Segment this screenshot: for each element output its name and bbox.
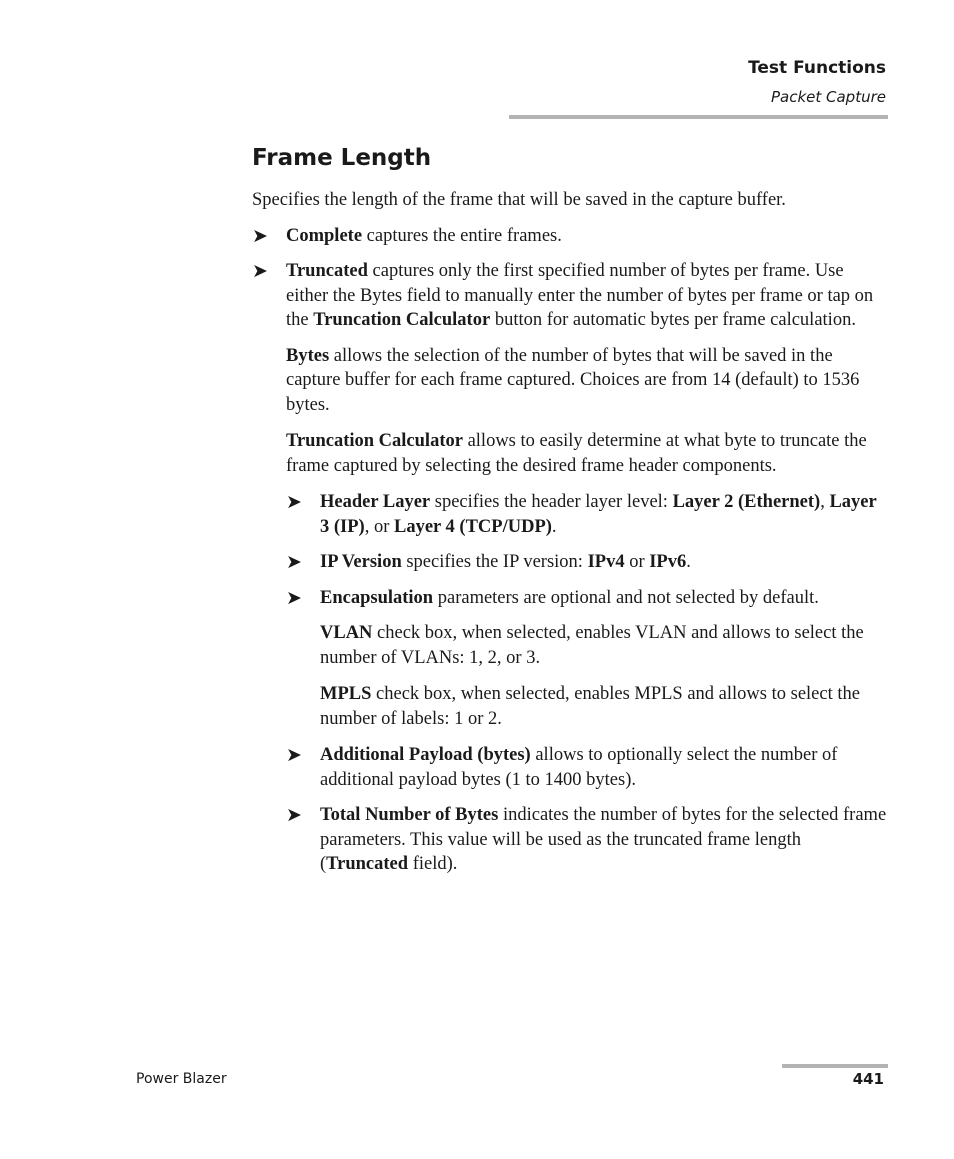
mpls-paragraph: MPLS check box, when selected, enables MPLS and allows to select the number of labels: 1 or 2.: [320, 684, 860, 729]
arrow-bullet-icon: ➤: [286, 586, 302, 609]
footer-rule: [782, 1064, 888, 1068]
arrow-bullet-icon: ➤: [286, 804, 302, 826]
ip-version-text: IP Version specifies the IP version: IPv4 or IPv6.: [320, 552, 691, 572]
calculator-paragraph: Truncation Calculator allows to easily determine at what byte to truncate the frame captured by selecting the desired frame header components.: [286, 431, 867, 476]
bytes-paragraph: Bytes allows the selection of the number of bytes that will be saved in the capture buffer for each frame captured. Choices are from 14 (default) to 1536 bytes.: [286, 345, 860, 415]
list-item-additional-payload: [286, 743, 888, 792]
vlan-paragraph: VLAN check box, when selected, enables VLAN and allows to select the number of VLANs: 1, 2, or 3.: [320, 623, 864, 668]
header-rule: [509, 115, 888, 119]
footer-product-name: Power Blazer: [136, 1071, 227, 1087]
arrow-bullet-icon: ➤: [286, 491, 302, 513]
additional-payload-text: Additional Payload (bytes) allows to optionally select the number of additional payload bytes (1 to 1400 bytes).: [320, 745, 838, 790]
list-item-ip-version: [286, 550, 888, 575]
arrow-bullet-icon: ➤: [252, 260, 268, 282]
truncated-text: Truncated captures only the first specified number of bytes per frame. Use either the Bytes field to manually enter the number of bytes per frame or tap on the Truncation Calculator button for automatic bytes per frame calculation.: [286, 261, 874, 330]
total-bytes-text: Total Number of Bytes indicates the number of bytes for the selected frame parameters. This value will be used as the truncated frame length (Truncated field).: [320, 805, 887, 874]
list-item-complete: [252, 224, 888, 249]
running-header-subtitle: Packet Capture: [770, 88, 886, 106]
encapsulation-text: Encapsulation parameters are optional and not selected by default.: [320, 587, 819, 608]
section-intro: Specifies the length of the frame that will be saved in the capture buffer.: [252, 190, 786, 210]
running-header-title: Test Functions: [748, 58, 886, 78]
arrow-bullet-icon: ➤: [252, 224, 268, 247]
header-layer-text: Header Layer specifies the header layer level: Layer 2 (Ethernet), Layer 3 (IP), or Layer 4 (TCP/UDP).: [320, 492, 877, 537]
arrow-bullet-icon: ➤: [286, 551, 302, 573]
list-item-truncated: [252, 259, 888, 333]
list-item-header-layer: [286, 490, 888, 539]
page-number: 441: [852, 1070, 884, 1088]
complete-text: Complete captures the entire frames.: [286, 225, 562, 246]
section-title: Frame Length: [252, 145, 432, 171]
list-item-total-bytes: [286, 803, 888, 877]
list-item-encapsulation: [286, 586, 888, 611]
arrow-bullet-icon: ➤: [286, 744, 302, 766]
page-content: [252, 145, 888, 888]
